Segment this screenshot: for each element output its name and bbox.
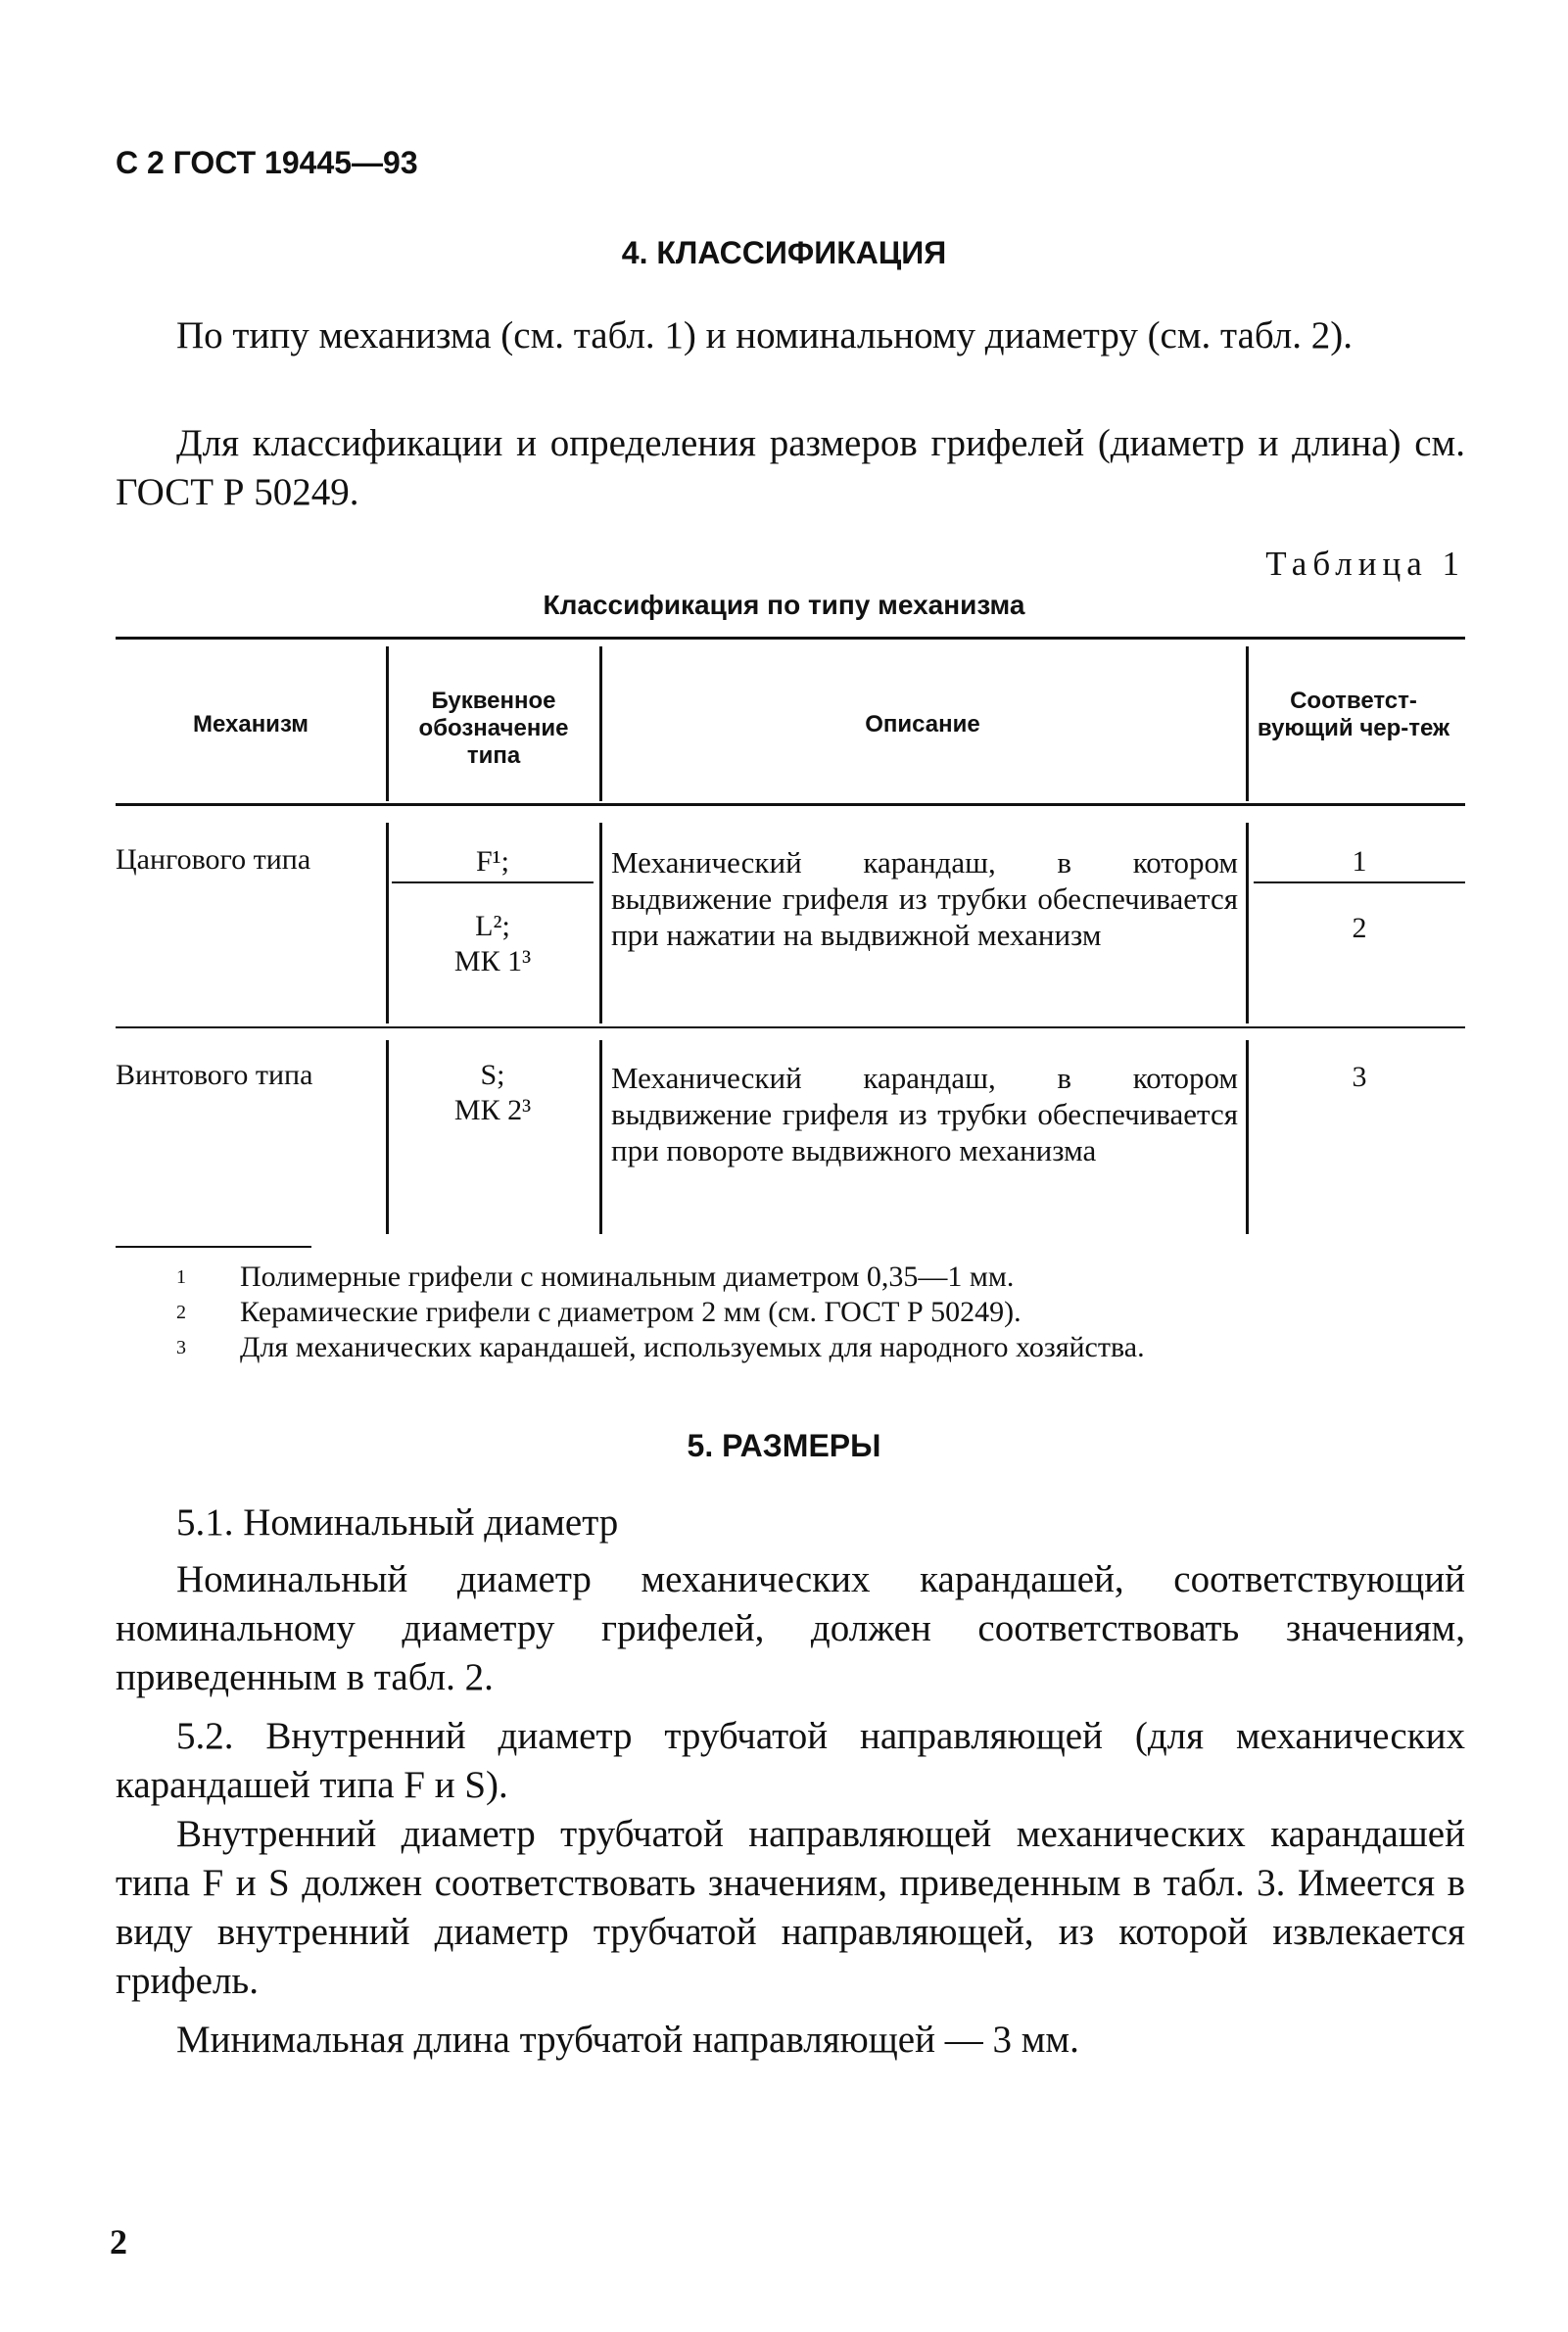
section-5-title: 5. РАЗМЕРЫ <box>687 1428 881 1463</box>
subsection-5-2-heading <box>116 1712 1465 1810</box>
header-description: Описание <box>865 711 980 738</box>
footnote-3-text: Для механических карандашей, используемых для народного хозяйства. <box>240 1331 1145 1363</box>
row1-drawing-2: 2 <box>1352 912 1367 944</box>
table-row-rule <box>116 1026 1465 1028</box>
table-title: Классификация по типу механизма <box>543 590 1025 620</box>
table-vline-3-row1 <box>1246 823 1249 1023</box>
table-vline-2-row2 <box>599 1040 602 1234</box>
section-4-paragraph-2-text: Для классификации и определения размеров грифелей (диаметр и длина) см. ГОСТ Р 50249. <box>116 422 1465 513</box>
footnote-2-text: Керамические грифели с диаметром 2 мм (см. ГОСТ Р 50249). <box>240 1296 1022 1328</box>
subsection-5-1-heading <box>116 1499 1465 1547</box>
row2-mechanism: Винтового типа <box>116 1059 313 1091</box>
footnote-2 <box>176 1295 1469 1330</box>
row1-mechanism: Цангового типа <box>116 843 311 876</box>
table-vline-3-row2 <box>1246 1040 1249 1234</box>
footnote-1-text: Полимерные грифели с номинальным диаметром 0,35—1 мм. <box>240 1261 1015 1293</box>
section-4-title: 4. КЛАССИФИКАЦИЯ <box>621 235 947 270</box>
table-header-rule <box>116 803 1465 806</box>
subsection-5-1-paragraph-text: Номинальный диаметр механических карандашей, соответствующий номинальному диаметру грифелей, должен соответствовать значениям, приведенным в табл. 2. <box>116 1558 1465 1698</box>
subsection-5-2-paragraph-2-text: Минимальная длина трубчатой направляющей — 3 мм. <box>176 2019 1079 2061</box>
row2-drawing-1: 3 <box>1352 1061 1367 1093</box>
subsection-5-1-text: 5.1. Номинальный диаметр <box>176 1501 619 1544</box>
table-vline-1-row2 <box>386 1040 389 1234</box>
row1-code-2: L²; <box>475 910 510 942</box>
subsection-5-2-paragraph-1-text: Внутренний диаметр трубчатой направляющей механических карандашей типа F и S должен соответствовать значениям, приведенным в табл. 3. Имеется в виду внутренний диаметр трубчатой направляющей, из которой извлекается грифель. <box>116 1813 1465 2002</box>
row1-drawing-1: 1 <box>1352 845 1367 878</box>
subsection-5-2-paragraph-2 <box>116 2016 1465 2065</box>
document-header: С 2 ГОСТ 19445—93 <box>116 145 418 180</box>
section-4-paragraph-1-text: По типу механизма (см. табл. 1) и номинальному диаметру (см. табл. 2). <box>176 314 1353 357</box>
subsection-5-1-paragraph <box>116 1555 1465 1702</box>
footnote-3 <box>176 1330 1469 1365</box>
footnote-1 <box>176 1260 1469 1295</box>
header-mechanism: Механизм <box>192 711 309 738</box>
page-number: 2 <box>110 2222 127 2261</box>
subsection-5-2-paragraph-1 <box>116 1810 1465 2006</box>
row1-drawing-divider <box>1254 881 1465 883</box>
table-vline-1-header <box>386 646 389 801</box>
row1-code-divider <box>392 881 594 883</box>
table-vline-2-header <box>599 646 602 801</box>
table-label: Таблица 1 <box>1265 545 1465 583</box>
row1-code-3: МК 1³ <box>453 945 532 977</box>
footnote-rule <box>116 1246 311 1248</box>
table-vline-3-header <box>1246 646 1249 801</box>
header-drawing: Соответст-вующий чер-теж <box>1257 688 1450 741</box>
table-top-rule <box>116 637 1465 640</box>
row1-code-1: F¹; <box>475 845 509 878</box>
footnote-1-mark: 1 <box>176 1266 186 1288</box>
footnote-2-mark: 2 <box>176 1302 186 1323</box>
table-vline-2-row1 <box>599 823 602 1023</box>
row2-code-2: МК 2³ <box>453 1094 532 1126</box>
row1-description: Механический карандаш, в котором выдвижение грифеля из трубки обеспечивается при нажатии на выдвижной механизм <box>611 845 1238 952</box>
footnote-3-mark: 3 <box>176 1337 186 1358</box>
section-4-paragraph-1 <box>116 311 1465 360</box>
row2-code-1: S; <box>480 1059 505 1091</box>
row2-description: Механический карандаш, в котором выдвижение грифеля из трубки обеспечивается при повороте выдвижного механизма <box>611 1061 1238 1167</box>
section-4-paragraph-2 <box>116 419 1465 517</box>
subsection-5-2-text: 5.2. Внутренний диаметр трубчатой направляющей (для механических карандашей типа F и S). <box>116 1715 1465 1806</box>
header-letter-code: Буквенное обозначение типа <box>418 688 569 769</box>
table-vline-1-row1 <box>386 823 389 1023</box>
